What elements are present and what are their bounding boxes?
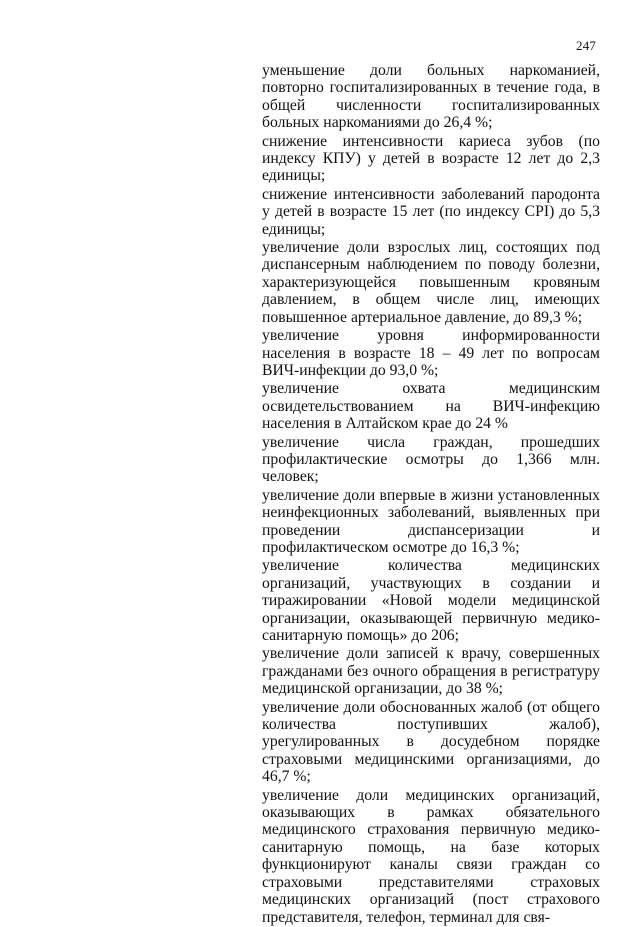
list-item: увеличение охвата медицинским освидетельствованием на ВИЧ-инфекцию населения в Алтайском крае до 24 % <box>262 380 600 433</box>
list-item: увеличение доли медицинских организаций, оказывающих в рамках обязательного медицинского страхования первичную медико-санитарную помощь, на базе которых функционируют каналы связи граждан со страховыми представителями страховых медицинских организаций (пост страхового представителя, телефон, терминал для свя- <box>262 786 600 926</box>
list-item: увеличение уровня информированности населения в возрасте 18 – 49 лет по вопросам ВИЧ-инфекции до 93,0 %; <box>262 327 600 379</box>
list-item: снижение интенсивности заболеваний пародонта у детей в возрасте 15 лет (по индексу CPI) до 5,3 единицы; <box>262 185 600 238</box>
list-item: увеличение числа граждан, прошедших профилактические осмотры до 1,366 млн. человек; <box>262 433 600 486</box>
list-item: снижение интенсивности кариеса зубов (по индексу КПУ) у детей в возрасте 12 лет до 2,3 единицы; <box>262 132 600 185</box>
list-item: увеличение количества медицинских организаций, участвующих в создании и тиражировании «Новой модели медицинской организации, оказывающей первичную медико-санитарную помощь» до 206; <box>262 557 600 644</box>
main-text-column <box>262 62 600 927</box>
list-item: увеличение доли впервые в жизни установленных неинфекционных заболеваний, выявленных при проведении диспансеризации и профилактическом осмотре до 16,3 %; <box>262 486 600 556</box>
list-item: увеличение доли взрослых лиц, состоящих под диспансерным наблюдением по поводу болезни, характеризующейся повышенным кровяным давлением, в общем числе лиц, имеющих повышенное артериальное давление, до 89,3 %; <box>262 239 600 326</box>
list-item: уменьшение доли больных наркоманией, повторно госпитализированных в течение года, в общей численности госпитализированных больных наркоманиями до 26,4 %; <box>262 62 600 132</box>
list-item: увеличение доли записей к врачу, совершенных гражданами без очного обращения в регистратуру медицинской организации, до 38 %; <box>262 645 600 698</box>
list-item: увеличение доли обоснованных жалоб (от общего количества поступивших жалоб), урегулированных в досудебном порядке страховыми медицинскими организациями, до 46,7 %; <box>262 698 600 786</box>
page-number: 247 <box>576 38 597 53</box>
